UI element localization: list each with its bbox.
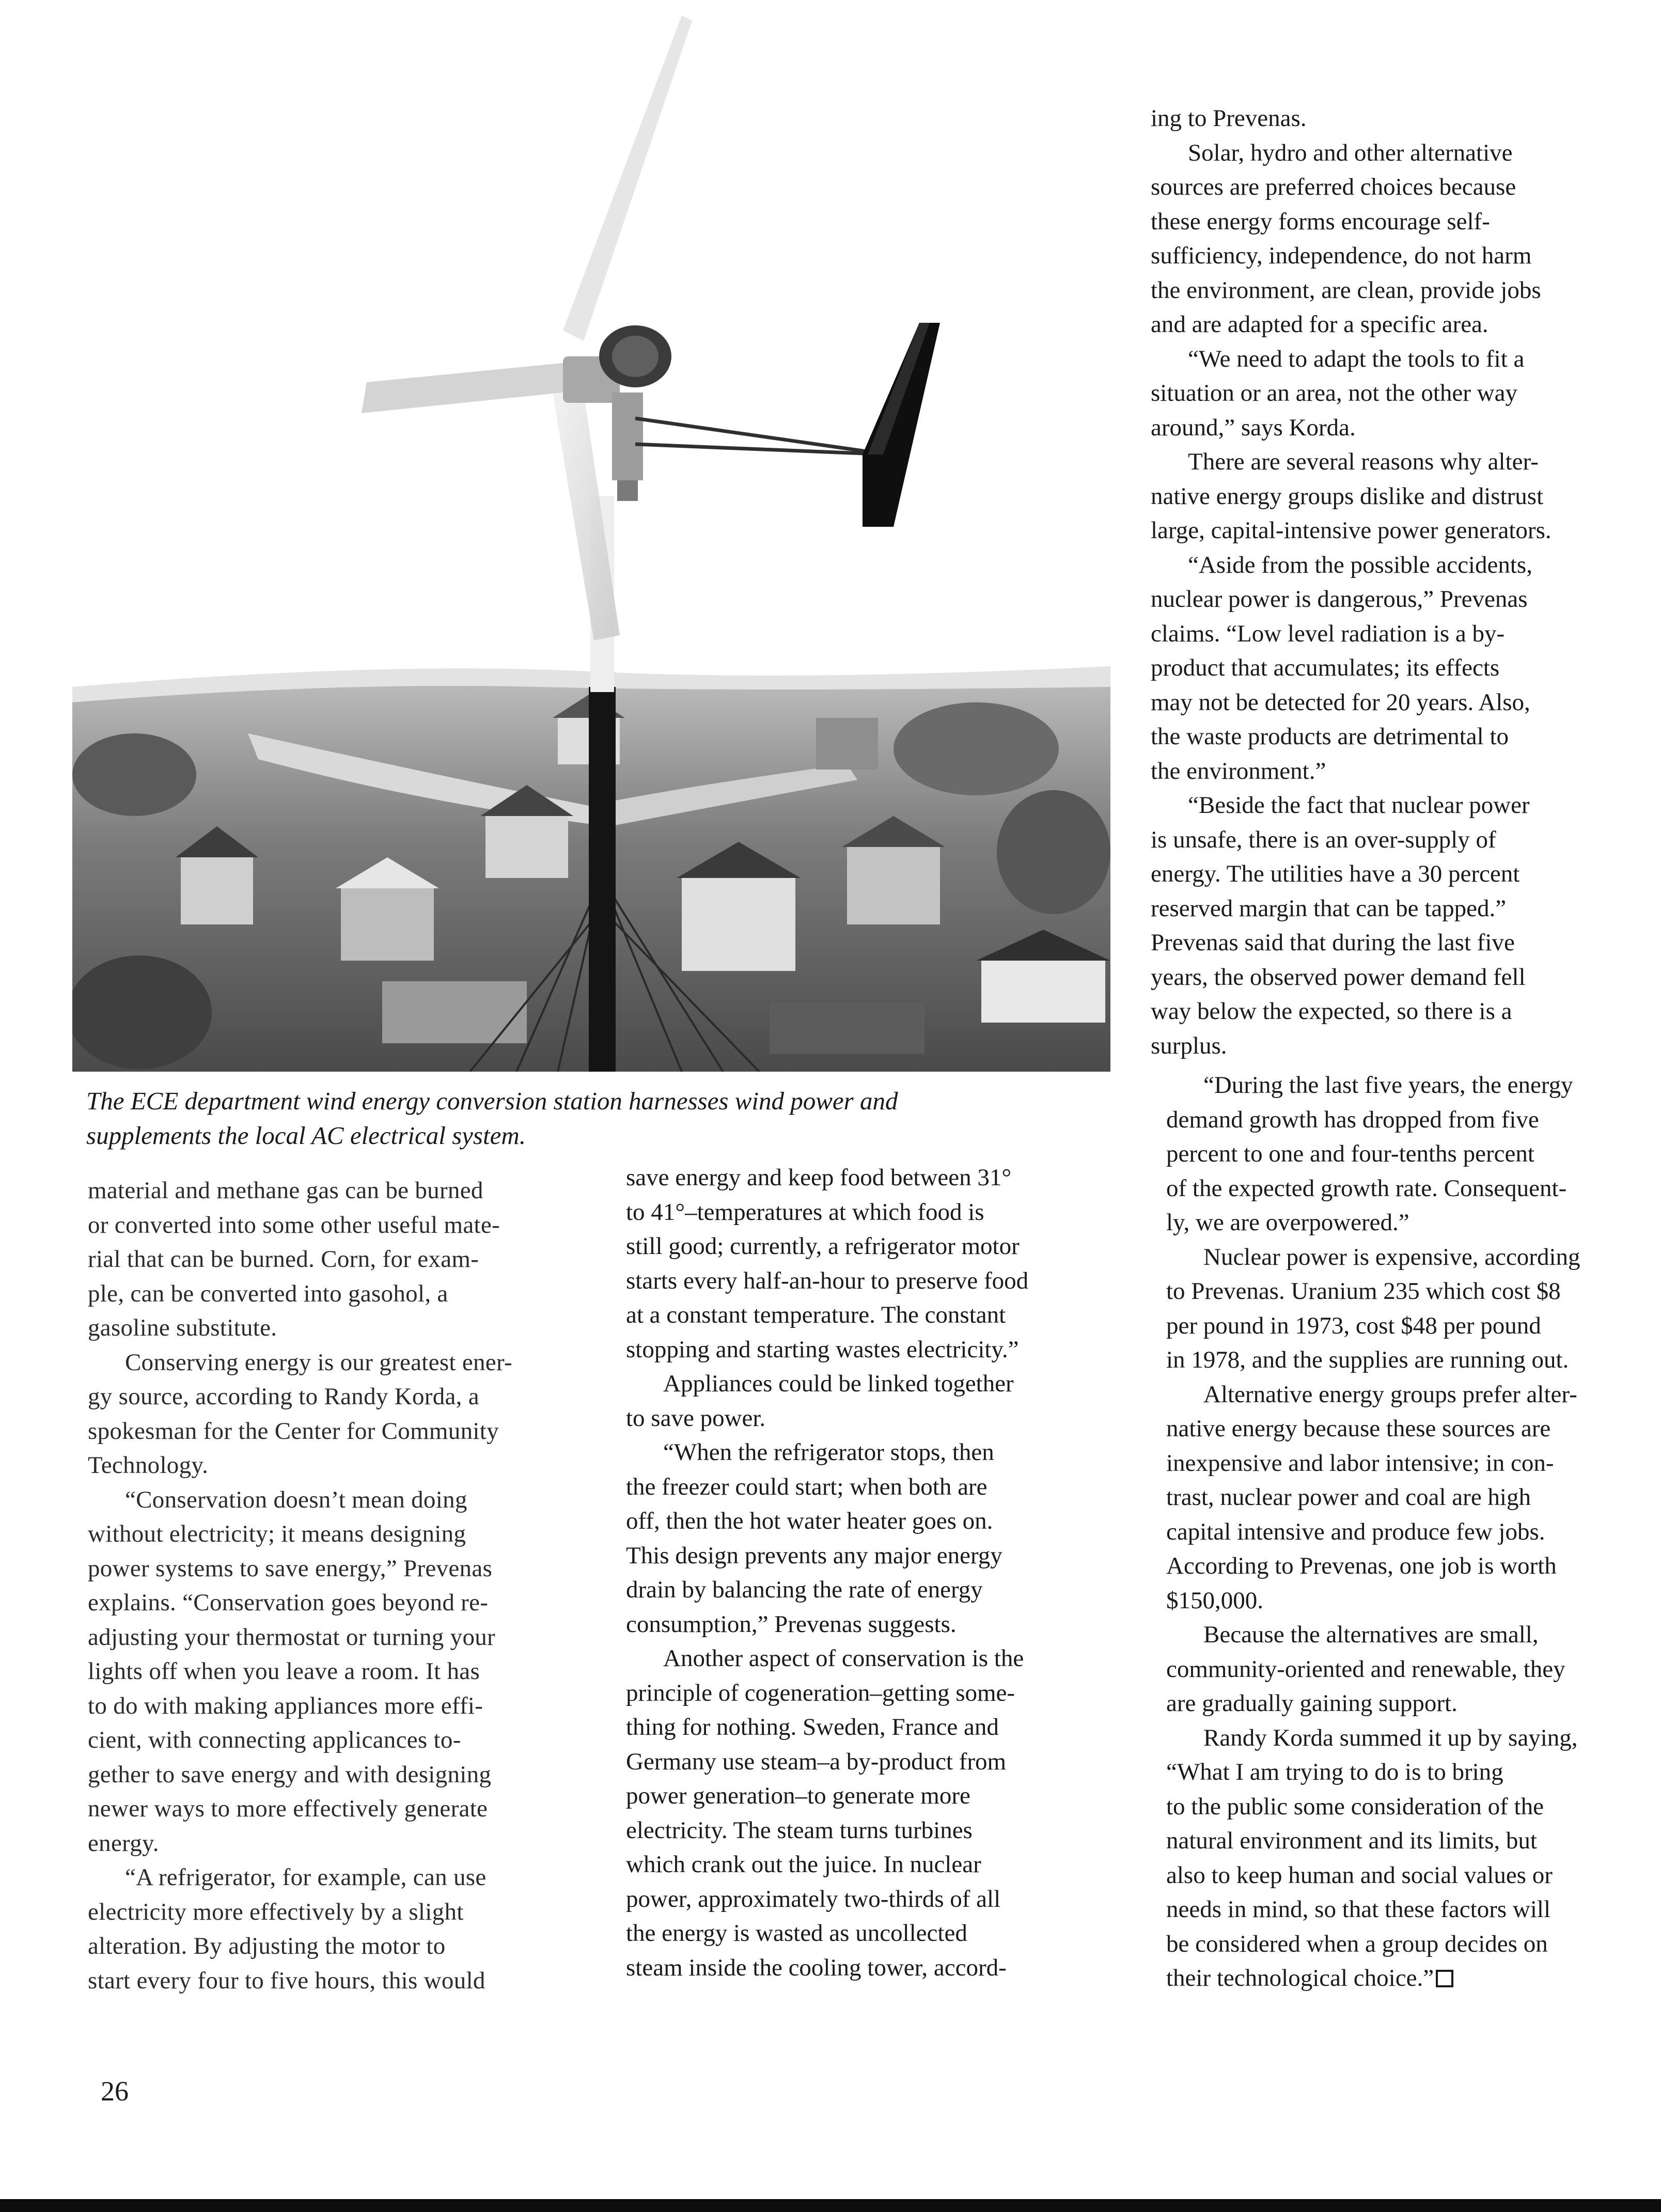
text-line xyxy=(626,1435,1111,1470)
text-line-content: Appliances could be linked together xyxy=(663,1370,1014,1397)
text-line-content: Conserving energy is our greatest ener- xyxy=(125,1348,512,1376)
text-line xyxy=(88,1414,584,1449)
text-line xyxy=(1151,582,1641,617)
article-column-1 xyxy=(88,1173,584,1998)
text-line xyxy=(1166,1927,1647,1962)
text-line-content: power, approximately two-thirds of all xyxy=(626,1885,1001,1912)
text-line-content: lights off when you leave a room. It has xyxy=(88,1658,480,1685)
text-line xyxy=(626,1332,1111,1367)
text-line xyxy=(1151,754,1641,789)
text-line xyxy=(1166,1755,1647,1790)
text-line-content: Technology. xyxy=(88,1452,209,1479)
text-line-content: the environment.” xyxy=(1151,757,1326,785)
text-line-content: newer ways to more effectively generate xyxy=(88,1795,488,1822)
text-line-content: adjusting your thermostat or turning your xyxy=(88,1623,495,1651)
text-line xyxy=(1166,1446,1647,1481)
text-line-content: explains. “Conservation goes beyond re- xyxy=(88,1589,489,1616)
text-line xyxy=(88,1345,584,1380)
article-column-2 xyxy=(626,1160,1111,1985)
text-line-content: Nuclear power is expensive, according xyxy=(1203,1243,1580,1270)
text-line-content: are gradually gaining support. xyxy=(1166,1690,1458,1717)
text-line xyxy=(1166,1377,1647,1412)
text-line-content: Solar, hydro and other alternative xyxy=(1188,139,1513,166)
text-line-content: still good; currently, a refrigerator motor xyxy=(626,1233,1020,1260)
text-line-content: without electricity; it means designing xyxy=(88,1520,466,1547)
text-line xyxy=(88,1620,584,1655)
text-line-content: the waste products are detrimental to xyxy=(1151,723,1509,750)
text-line xyxy=(1151,239,1641,273)
text-line-content: to Prevenas. Uranium 235 which cost $8 xyxy=(1166,1278,1561,1305)
text-line xyxy=(626,1195,1111,1230)
text-line-content: alteration. By adjusting the motor to xyxy=(88,1933,446,1959)
text-line-content: “What I am trying to do is to bring xyxy=(1166,1759,1503,1785)
text-line-content: “A refrigerator, for example, can use xyxy=(125,1864,487,1891)
text-line-content: to do with making appliances more effi- xyxy=(88,1692,483,1719)
text-line-content: trast, nuclear power and coal are high xyxy=(1166,1484,1531,1511)
text-line-content: their technological choice.” xyxy=(1166,1965,1434,1991)
text-line-content: surplus. xyxy=(1151,1032,1227,1059)
text-line-content: gasoline substitute. xyxy=(88,1314,277,1341)
text-line xyxy=(88,1758,584,1792)
text-line xyxy=(88,1173,584,1208)
caption-line: supplements the local AC electrical system. xyxy=(86,1121,526,1150)
text-line xyxy=(1166,1343,1647,1377)
text-line xyxy=(1151,513,1641,548)
text-line xyxy=(626,1504,1111,1539)
text-line xyxy=(88,1929,584,1964)
text-line-content: claims. “Low level radiation is a by- xyxy=(1151,620,1505,647)
text-line xyxy=(1151,307,1641,342)
text-line-content: be considered when a group decides on xyxy=(1166,1930,1548,1957)
text-line xyxy=(88,1448,584,1483)
text-line xyxy=(1151,411,1641,445)
text-line-content: inexpensive and labor intensive; in con- xyxy=(1166,1449,1554,1477)
text-line-content: rial that can be burned. Corn, for exam- xyxy=(88,1246,479,1273)
text-line xyxy=(88,1860,584,1895)
text-line-content: cient, with connecting applicances to- xyxy=(88,1727,461,1753)
turbine-mast xyxy=(589,687,616,1072)
text-line xyxy=(1151,342,1641,376)
text-line-content: steam inside the cooling tower, accord- xyxy=(626,1954,1007,1981)
text-line xyxy=(626,1847,1111,1882)
text-line-content: save energy and keep food between 31° xyxy=(626,1164,1012,1191)
text-line xyxy=(1151,376,1641,411)
text-line xyxy=(626,1470,1111,1504)
text-line-content: sources are preferred choices because xyxy=(1151,174,1516,200)
text-line-content: Germany use steam–a by-product from xyxy=(626,1748,1007,1775)
text-line-content: This design prevents any major energy xyxy=(626,1542,1002,1569)
text-line-content: gether to save energy and with designing xyxy=(88,1761,492,1788)
text-line-content: years, the observed power demand fell xyxy=(1151,963,1526,991)
text-line-content: which crank out the juice. In nuclear xyxy=(626,1851,981,1878)
text-line xyxy=(626,1641,1111,1676)
text-line xyxy=(1151,136,1641,170)
text-line xyxy=(1151,994,1641,1029)
text-line xyxy=(1151,101,1641,136)
text-line-content: the freezer could start; when both are xyxy=(626,1473,988,1500)
text-line xyxy=(88,1517,584,1551)
text-line xyxy=(626,1813,1111,1848)
text-line xyxy=(1151,445,1641,479)
text-line xyxy=(1166,1961,1647,1996)
text-line-content: Alternative energy groups prefer alter- xyxy=(1203,1380,1577,1408)
text-line-content: and are adapted for a specific area. xyxy=(1151,311,1488,338)
text-line-content: stopping and starting wastes electricity.” xyxy=(626,1336,1019,1363)
text-line-content: “During the last five years, the energy xyxy=(1203,1072,1573,1099)
text-line xyxy=(1151,719,1641,754)
text-line xyxy=(626,1160,1111,1195)
text-line xyxy=(1166,1824,1647,1858)
text-line-content: “When the refrigerator stops, then xyxy=(663,1439,994,1466)
text-line-content: “Aside from the possible accidents, xyxy=(1188,551,1532,578)
text-line xyxy=(88,1792,584,1826)
text-line xyxy=(1166,1618,1647,1652)
text-line xyxy=(1166,1205,1647,1240)
page-number: 26 xyxy=(101,2076,129,2107)
text-line xyxy=(88,1895,584,1929)
photo-caption xyxy=(86,1084,1093,1153)
text-line xyxy=(1166,1892,1647,1927)
text-line xyxy=(1166,1411,1647,1446)
text-line-content: reserved margin that can be tapped.” xyxy=(1151,895,1507,922)
text-line-content: “Beside the fact that nuclear power xyxy=(1188,792,1530,819)
text-line-content: the energy is wasted as uncollected xyxy=(626,1920,967,1947)
text-line xyxy=(1166,1274,1647,1309)
text-line-content: to 41°–temperatures at which food is xyxy=(626,1198,984,1226)
text-line xyxy=(1151,651,1641,685)
text-line xyxy=(1166,1549,1647,1583)
text-line xyxy=(626,1607,1111,1642)
text-line-content: drain by balancing the rate of energy xyxy=(626,1576,983,1603)
text-line-content: these energy forms encourage self- xyxy=(1151,208,1490,235)
text-line xyxy=(1166,1686,1647,1721)
text-line xyxy=(1166,1790,1647,1824)
text-line-content: Another aspect of conservation is the xyxy=(663,1645,1024,1672)
text-line xyxy=(88,1551,584,1586)
text-line xyxy=(626,1367,1111,1401)
text-line xyxy=(88,1586,584,1620)
text-line xyxy=(626,1401,1111,1436)
text-line-content: percent to one and four-tenths percent xyxy=(1166,1140,1534,1167)
text-line-content: large, capital-intensive power generators. xyxy=(1151,517,1552,544)
text-line-content: nuclear power is dangerous,” Prevenas xyxy=(1151,586,1528,613)
text-line xyxy=(88,1483,584,1517)
text-line-content: Prevenas said that during the last five xyxy=(1151,929,1515,956)
text-line-content: “Conservation doesn’t mean doing xyxy=(125,1486,467,1513)
article-column-3-top xyxy=(1151,101,1641,1063)
text-line-content: way below the expected, so there is a xyxy=(1151,998,1512,1025)
text-line xyxy=(1151,548,1641,583)
text-line-content: Randy Korda summed it up by saying, xyxy=(1203,1724,1578,1751)
text-line xyxy=(1151,273,1641,308)
text-line-content: consumption,” Prevenas suggests. xyxy=(626,1610,957,1638)
text-line-content: situation or an area, not the other way xyxy=(1151,380,1517,406)
text-line-content: native energy because these sources are xyxy=(1166,1415,1551,1442)
text-line xyxy=(88,1723,584,1758)
text-line-content: There are several reasons why alter- xyxy=(1188,448,1539,475)
text-line xyxy=(1151,857,1641,891)
text-line-content: product that accumulates; its effects xyxy=(1151,654,1500,681)
text-line-content: According to Prevenas, one job is worth xyxy=(1166,1552,1557,1579)
caption-line: The ECE department wind energy conversion station harnesses wind power and xyxy=(86,1087,898,1115)
text-line xyxy=(88,1311,584,1345)
text-line xyxy=(88,1277,584,1311)
text-line xyxy=(1166,1171,1647,1206)
text-line-content: to the public some consideration of the xyxy=(1166,1793,1544,1820)
text-line-content: of the expected growth rate. Consequent- xyxy=(1166,1174,1567,1202)
text-line-content: the environment, are clean, provide jobs xyxy=(1151,276,1541,304)
text-line xyxy=(1151,205,1641,239)
text-line xyxy=(88,1208,584,1243)
text-line xyxy=(88,1379,584,1414)
text-line-content: capital intensive and produce few jobs. xyxy=(1166,1518,1545,1545)
text-line-content: Because the alternatives are small, xyxy=(1203,1621,1539,1648)
text-line-content: gy source, according to Randy Korda, a xyxy=(88,1383,479,1410)
text-line xyxy=(88,1689,584,1723)
text-line-content: demand growth has dropped from five xyxy=(1166,1106,1539,1133)
text-line xyxy=(1151,788,1641,823)
text-line-content: power generation–to generate more xyxy=(626,1782,970,1809)
text-line xyxy=(626,1573,1111,1607)
end-mark-icon xyxy=(1436,1970,1453,1987)
text-line xyxy=(1166,1583,1647,1618)
text-line-content: also to keep human and social values or xyxy=(1166,1861,1553,1889)
text-line-content: sufficiency, independence, do not harm xyxy=(1151,242,1532,269)
text-line xyxy=(88,1242,584,1277)
text-line-content: material and methane gas can be burned xyxy=(88,1177,483,1204)
text-line-content: principle of cogeneration–getting some- xyxy=(626,1679,1015,1706)
text-line xyxy=(1166,1240,1647,1275)
text-line xyxy=(1151,823,1641,857)
text-line xyxy=(1166,1068,1647,1103)
text-line-content: starts every half-an-hour to preserve food xyxy=(626,1267,1029,1294)
text-line xyxy=(1166,1858,1647,1893)
text-line xyxy=(88,1826,584,1861)
text-line-content: power systems to save energy,” Prevenas xyxy=(88,1555,493,1582)
scan-edge-bar xyxy=(0,2199,1661,2212)
text-line-content: is unsafe, there is an over-supply of xyxy=(1151,826,1496,853)
text-line-content: electricity. The steam turns turbines xyxy=(626,1816,973,1844)
text-line-content: to save power. xyxy=(626,1404,766,1432)
text-line xyxy=(1166,1480,1647,1515)
text-line xyxy=(626,1676,1111,1711)
text-line-content: spokesman for the Center for Community xyxy=(88,1417,499,1445)
text-line xyxy=(626,1882,1111,1917)
text-line xyxy=(88,1964,584,1998)
text-line-content: $150,000. xyxy=(1166,1587,1263,1614)
text-line xyxy=(1166,1309,1647,1343)
text-line xyxy=(626,1539,1111,1573)
text-line xyxy=(1151,925,1641,960)
text-line xyxy=(1166,1515,1647,1549)
text-line xyxy=(626,1779,1111,1813)
text-line-content: energy. The utilities have a 30 percent xyxy=(1151,860,1520,887)
text-line-content: ple, can be converted into gasohol, a xyxy=(88,1280,448,1307)
text-line-content: community-oriented and renewable, they xyxy=(1166,1655,1565,1683)
text-line xyxy=(626,1951,1111,1985)
text-line xyxy=(1166,1721,1647,1755)
text-line xyxy=(1151,1029,1641,1063)
text-line xyxy=(626,1264,1111,1298)
text-line-content: needs in mind, so that these factors will xyxy=(1166,1896,1551,1923)
text-line xyxy=(626,1298,1111,1332)
text-line-content: thing for nothing. Sweden, France and xyxy=(626,1714,999,1740)
text-line-content: or converted into some other useful mate- xyxy=(88,1211,500,1238)
text-line-content: around,” says Korda. xyxy=(1151,414,1356,441)
text-line-content: off, then the hot water heater goes on. xyxy=(626,1508,993,1534)
text-line xyxy=(88,1654,584,1689)
text-line xyxy=(1151,960,1641,995)
text-line xyxy=(626,1229,1111,1264)
text-line-content: per pound in 1973, cost $48 per pound xyxy=(1166,1312,1541,1339)
text-line-content: natural environment and its limits, but xyxy=(1166,1827,1537,1854)
text-line xyxy=(626,1745,1111,1779)
text-line-content: start every four to five hours, this would xyxy=(88,1967,485,1994)
text-line-content: may not be detected for 20 years. Also, xyxy=(1151,688,1530,716)
text-line xyxy=(1151,617,1641,651)
text-line xyxy=(1166,1652,1647,1687)
text-line xyxy=(1151,479,1641,514)
text-line xyxy=(626,1710,1111,1745)
text-line xyxy=(1151,891,1641,926)
text-line-content: energy. xyxy=(88,1829,159,1857)
text-line-content: “We need to adapt the tools to fit a xyxy=(1188,345,1525,372)
wind-turbine-photo xyxy=(72,0,1110,1072)
text-line xyxy=(1166,1137,1647,1171)
text-line-content: at a constant temperature. The constant xyxy=(626,1301,1006,1328)
text-line-content: native energy groups dislike and distrust xyxy=(1151,482,1544,510)
text-line xyxy=(1151,170,1641,205)
text-line-content: ing to Prevenas. xyxy=(1151,105,1307,132)
text-line xyxy=(626,1916,1111,1951)
text-line xyxy=(1151,685,1641,720)
text-line xyxy=(1166,1103,1647,1137)
text-line-content: in 1978, and the supplies are running out. xyxy=(1166,1346,1569,1373)
article-column-3-bottom xyxy=(1166,1068,1647,1996)
text-line-content: ly, we are overpowered.” xyxy=(1166,1209,1409,1236)
text-line-content: electricity more effectively by a slight xyxy=(88,1898,464,1925)
